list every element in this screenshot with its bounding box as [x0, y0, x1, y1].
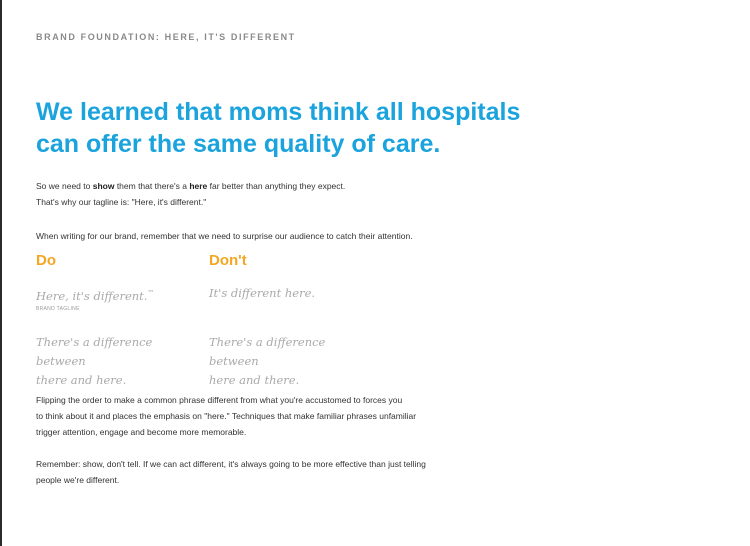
intro-line-1: [36, 178, 345, 194]
brand-tagline-caption: BRAND TAGLINE: [36, 306, 80, 312]
do-example-2: [36, 333, 201, 390]
dont-example-2-line-2: here and there.: [209, 373, 300, 387]
headline-line-1: We learned that moms think all hospitals: [36, 98, 521, 126]
do-example-2-line-1: There's a difference between: [36, 335, 153, 368]
do-example-2-line-2: there and here.: [36, 373, 127, 387]
dont-example-2-line-1: There's a difference between: [209, 335, 326, 368]
flip-paragraph: [36, 392, 486, 440]
page-left-border: [0, 0, 2, 546]
intro-emphasis-show: show: [92, 181, 115, 191]
remember-line-2: people we're different.: [36, 475, 120, 485]
trademark-mark: ™: [147, 289, 155, 297]
intro-emphasis-here: here: [189, 181, 208, 191]
do-column-heading: Do: [36, 252, 56, 269]
page-headline: [36, 96, 596, 160]
section-eyebrow: BRAND FOUNDATION: HERE, IT'S DIFFERENT: [36, 32, 296, 42]
intro-line-2: That's why our tagline is: "Here, it's different.": [36, 197, 207, 207]
flip-line-1: Flipping the order to make a common phrase different from what you're accustomed to forces you: [36, 395, 403, 405]
do-example-tagline-text: Here, it's different.: [36, 288, 148, 303]
intro-text-start: So we need to: [36, 181, 93, 191]
remember-line-1: Remember: show, don't tell. If we can act different, it's always going to be more effective than just telling: [36, 459, 426, 469]
dont-example-2: [209, 333, 374, 390]
headline-line-2: can offer the same quality of care.: [36, 130, 441, 158]
do-example-tagline: [36, 284, 154, 306]
intro-text-middle: them that there's a: [114, 181, 190, 191]
flip-line-2: to think about it and places the emphasis on "here." Techniques that make familiar phrases unfamiliar: [36, 411, 417, 421]
flip-line-3: trigger attention, engage and become more memorable.: [36, 427, 247, 437]
reminder-line: When writing for our brand, remember that we need to surprise our audience to catch their attention.: [36, 231, 413, 241]
dont-column-heading: Don't: [209, 252, 247, 269]
remember-paragraph: [36, 456, 486, 488]
intro-text-end: far better than anything they expect.: [207, 181, 346, 191]
dont-example-1: It's different here.: [209, 286, 316, 300]
intro-paragraph: [36, 178, 345, 210]
